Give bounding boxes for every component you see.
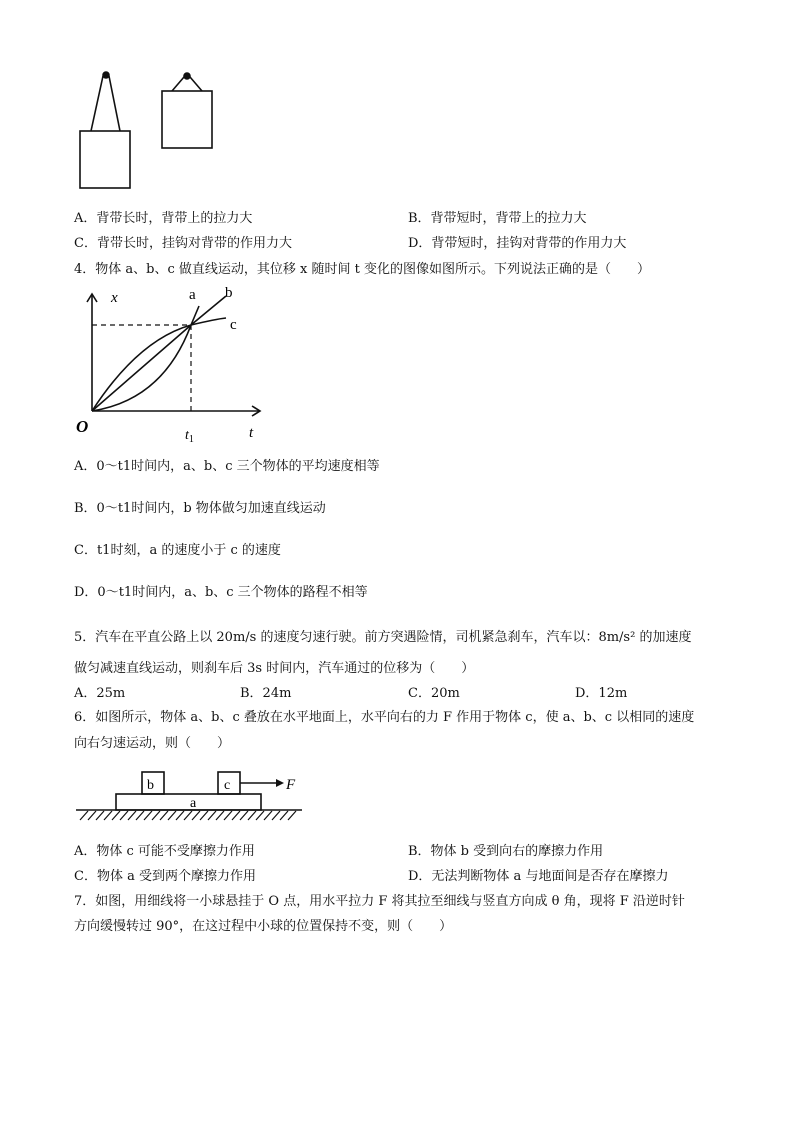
q5-option-c: C．20m — [408, 686, 460, 701]
q6-label-f: F — [286, 777, 296, 793]
q4-option-b: B．0～t1时间内，b 物体做匀加速直线运动 — [74, 501, 326, 516]
q6-label-a: a — [190, 796, 197, 811]
q4-stem: 4．物体 a、b、c 做直线运动，其位移 x 随时间 t 变化的图像如图所示。下列说法正确的是（ ） — [74, 262, 650, 277]
q4-graph-a-label: a — [189, 287, 196, 303]
q4-option-d: D．0～t1时间内，a、b、c 三个物体的路程不相等 — [74, 585, 368, 600]
q4-graph-x-label: x — [111, 290, 118, 306]
q6-label-c: c — [224, 778, 231, 793]
q4-graph-b-label: b — [225, 285, 233, 301]
q6-blocks-figure — [76, 766, 304, 830]
q7-line2: 方向缓慢转过 90°，在这过程中小球的位置保持不变，则（ ） — [74, 919, 453, 934]
q3-option-c: C．背带长时，挂钩对背带的作用力大 — [74, 236, 292, 251]
q6-line2: 向右匀速运动，则（ ） — [74, 736, 231, 751]
q5-option-b: B．24m — [240, 686, 292, 701]
q6-label-b: b — [147, 778, 154, 793]
q3-bags-figure — [70, 66, 230, 196]
q3-option-d: D．背带短时，挂钩对背带的作用力大 — [408, 236, 627, 251]
q5-line2: 做匀减速直线运动，则刹车后 3s 时间内，汽车通过的位移为（ ） — [74, 661, 475, 676]
q7-line1: 7．如图，用细线将一小球悬挂于 O 点，用水平拉力 F 将其拉至细线与竖直方向成 θ 角，现将 F 沿逆时针 — [74, 894, 685, 909]
q3-option-a: A．背带长时，背带上的拉力大 — [74, 211, 253, 226]
q4-graph-t1-label: $t_1$ — [185, 428, 194, 445]
q3-option-b: B．背带短时，背带上的拉力大 — [408, 211, 587, 226]
q6-line1: 6．如图所示，物体 a、b、c 叠放在水平地面上，水平向右的力 F 作用于物体 c，使 a、b、c 以相同的速度 — [74, 710, 695, 725]
q6-option-b: B．物体 b 受到向右的摩擦力作用 — [408, 844, 604, 859]
q6-option-a: A．物体 c 可能不受摩擦力作用 — [74, 844, 255, 859]
q4-option-a: A．0～t1时间内，a、b、c 三个物体的平均速度相等 — [74, 459, 380, 474]
q4-graph-c-label: c — [230, 317, 237, 333]
q5-option-a: A．25m — [74, 686, 126, 701]
q4-graph-origin-label: O — [76, 417, 89, 436]
q5-line1: 5．汽车在平直公路上以 20m/s 的速度匀速行驶。前方突遇险情，司机紧急刹车，汽车以：8m/s² 的加速度 — [74, 630, 692, 645]
q6-option-d: D．无法判断物体 a 与地面间是否存在摩擦力 — [408, 869, 669, 884]
q6-option-c: C．物体 a 受到两个摩擦力作用 — [74, 869, 256, 884]
q4-xt-graph — [68, 282, 278, 448]
q5-option-d: D．12m — [575, 686, 628, 701]
q4-graph-t-label: t — [249, 425, 254, 441]
q4-option-c: C．t1时刻，a 的速度小于 c 的速度 — [74, 543, 281, 558]
